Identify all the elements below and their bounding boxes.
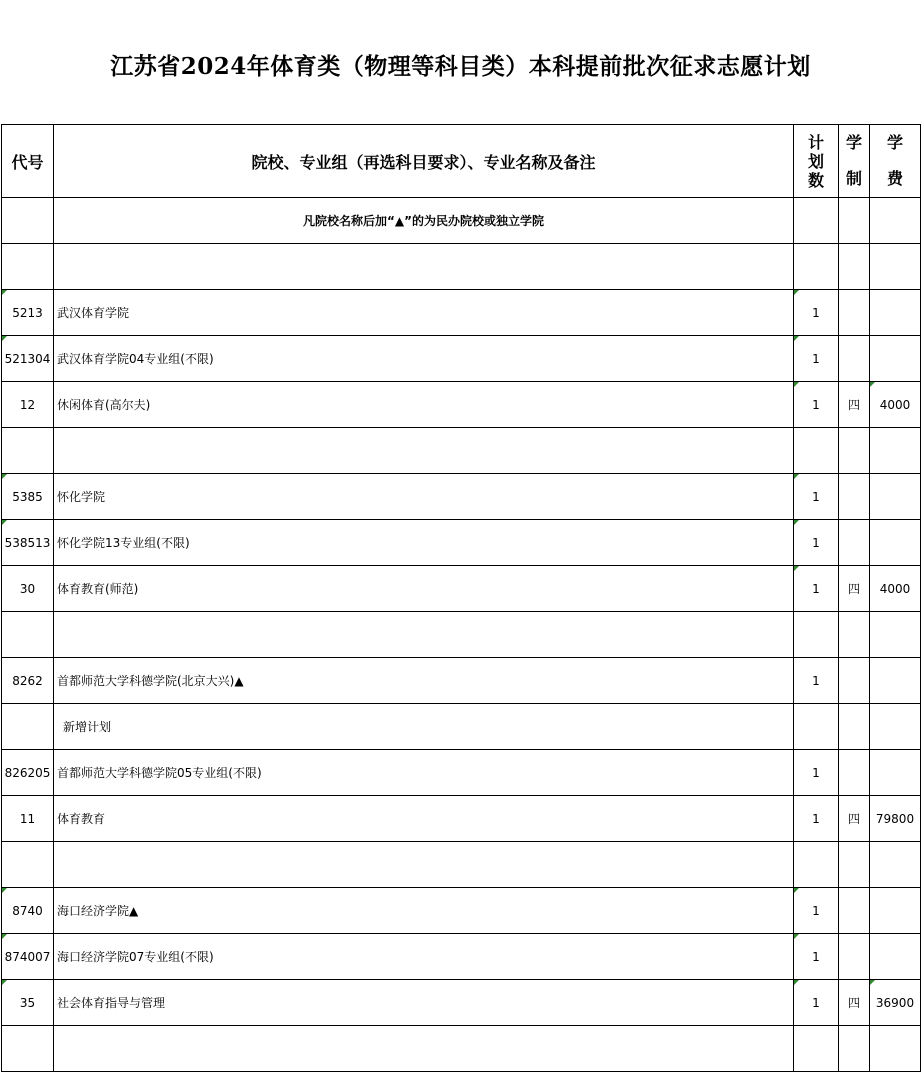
cell-plan: 1 <box>794 382 839 428</box>
cell-plan: 1 <box>794 796 839 842</box>
header-fee-char: 费 <box>886 169 903 188</box>
cell-system <box>839 612 870 658</box>
cell-fee <box>870 244 921 290</box>
cell-fee <box>870 750 921 796</box>
cell-name <box>54 842 794 888</box>
cell-system: 四 <box>839 980 870 1026</box>
header-plan-char: 划 <box>807 151 824 171</box>
cell-fee <box>870 658 921 704</box>
cell-code <box>2 1026 54 1072</box>
cell-code <box>2 704 54 750</box>
table-row <box>2 796 921 842</box>
cell-fee <box>870 1026 921 1072</box>
cell-name: 怀化学院 <box>54 474 794 520</box>
cell-plan <box>794 244 839 290</box>
table-row <box>2 704 921 750</box>
cell-name: 休闲体育(高尔夫) <box>54 382 794 428</box>
cell-fee: 4000 <box>870 382 921 428</box>
cell-fee: 79800 <box>870 796 921 842</box>
cell-name: 海口经济学院07专业组(不限) <box>54 934 794 980</box>
table-row <box>2 658 921 704</box>
cell-plan: 1 <box>794 566 839 612</box>
table-row <box>2 1026 921 1072</box>
page-title: 江苏省2024年体育类（物理等科目类）本科提前批次征求志愿计划 <box>110 53 811 80</box>
table-row <box>2 750 921 796</box>
table-row <box>2 934 921 980</box>
cell-system <box>839 658 870 704</box>
notice-row <box>2 198 921 244</box>
cell-plan: 1 <box>794 658 839 704</box>
cell-name: 社会体育指导与管理 <box>54 980 794 1026</box>
cell-system: 四 <box>839 566 870 612</box>
cell-plan: 1 <box>794 750 839 796</box>
cell-plan: 1 <box>794 474 839 520</box>
cell-code: 826205 <box>2 750 54 796</box>
cell-code: 521304 <box>2 336 54 382</box>
cell-code: 35 <box>2 980 54 1026</box>
cell-fee <box>870 934 921 980</box>
cell-system: 四 <box>839 382 870 428</box>
table-row <box>2 980 921 1026</box>
header-plan <box>794 125 839 198</box>
cell-fee <box>870 612 921 658</box>
cell-code: 12 <box>2 382 54 428</box>
table-row <box>2 382 921 428</box>
cell-fee: 4000 <box>870 566 921 612</box>
header-code: 代号 <box>2 125 54 198</box>
cell-code: 8740 <box>2 888 54 934</box>
cell-system <box>839 934 870 980</box>
cell-system <box>839 244 870 290</box>
cell-plan: 1 <box>794 290 839 336</box>
table-header-row <box>2 125 921 198</box>
table-row <box>2 244 921 290</box>
table-row <box>2 290 921 336</box>
cell-system <box>839 520 870 566</box>
cell-name: 体育教育 <box>54 796 794 842</box>
header-name: 院校、专业组（再选科目要求）、专业名称及备注 <box>54 125 794 198</box>
table-row <box>2 428 921 474</box>
cell-plan <box>794 612 839 658</box>
cell-fee <box>870 520 921 566</box>
header-system-char: 制 <box>845 169 862 188</box>
cell-fee: 36900 <box>870 980 921 1026</box>
header-fee-char: 学 <box>886 133 903 152</box>
table-row <box>2 336 921 382</box>
cell-system <box>839 842 870 888</box>
cell-name <box>54 612 794 658</box>
cell-name: 首都师范大学科德学院(北京大兴)▲ <box>54 658 794 704</box>
cell-plan: 1 <box>794 520 839 566</box>
cell-name <box>54 428 794 474</box>
table-row <box>2 888 921 934</box>
cell-name: 海口经济学院▲ <box>54 888 794 934</box>
cell-system <box>839 336 870 382</box>
table-row <box>2 566 921 612</box>
cell-system <box>839 1026 870 1072</box>
cell-system <box>839 290 870 336</box>
table-row <box>2 474 921 520</box>
cell-plan <box>794 704 839 750</box>
cell-code <box>2 244 54 290</box>
cell-system: 四 <box>839 796 870 842</box>
cell-system <box>839 750 870 796</box>
cell-code: 538513 <box>2 520 54 566</box>
cell-system <box>839 704 870 750</box>
cell-fee <box>870 704 921 750</box>
cell-plan <box>794 1026 839 1072</box>
cell-name: 武汉体育学院 <box>54 290 794 336</box>
cell-name: 新增计划 <box>54 704 794 750</box>
header-system-char: 学 <box>845 133 862 152</box>
plan-table <box>1 124 921 1072</box>
cell-code: 30 <box>2 566 54 612</box>
cell-plan: 1 <box>794 336 839 382</box>
cell-fee <box>870 888 921 934</box>
cell-code: 8262 <box>2 658 54 704</box>
cell-code: 5213 <box>2 290 54 336</box>
cell-plan: 1 <box>794 934 839 980</box>
header-system <box>839 125 870 198</box>
cell-plan: 1 <box>794 888 839 934</box>
cell-name: 怀化学院13专业组(不限) <box>54 520 794 566</box>
cell-code: 5385 <box>2 474 54 520</box>
header-plan-char: 计 <box>807 132 824 152</box>
cell-fee <box>870 428 921 474</box>
cell-name <box>54 244 794 290</box>
cell-plan: 1 <box>794 980 839 1026</box>
cell-name: 首都师范大学科德学院05专业组(不限) <box>54 750 794 796</box>
cell-system <box>839 888 870 934</box>
notice-text: 凡院校名称后加“▲”的为民办院校或独立学院 <box>54 198 794 244</box>
cell-code <box>2 612 54 658</box>
cell-fee <box>870 474 921 520</box>
cell-name <box>54 1026 794 1072</box>
cell-name: 武汉体育学院04专业组(不限) <box>54 336 794 382</box>
cell-plan <box>794 842 839 888</box>
cell-fee <box>870 336 921 382</box>
cell-code <box>2 428 54 474</box>
header-plan-char: 数 <box>807 170 824 190</box>
cell-name: 体育教育(师范) <box>54 566 794 612</box>
cell-code: 11 <box>2 796 54 842</box>
cell-fee <box>870 842 921 888</box>
header-fee <box>870 125 921 198</box>
table-row <box>2 612 921 658</box>
cell-code: 874007 <box>2 934 54 980</box>
cell-system <box>839 474 870 520</box>
cell-fee <box>870 290 921 336</box>
table-row <box>2 520 921 566</box>
cell-system <box>839 428 870 474</box>
cell-plan <box>794 428 839 474</box>
cell-code <box>2 842 54 888</box>
table-row <box>2 842 921 888</box>
